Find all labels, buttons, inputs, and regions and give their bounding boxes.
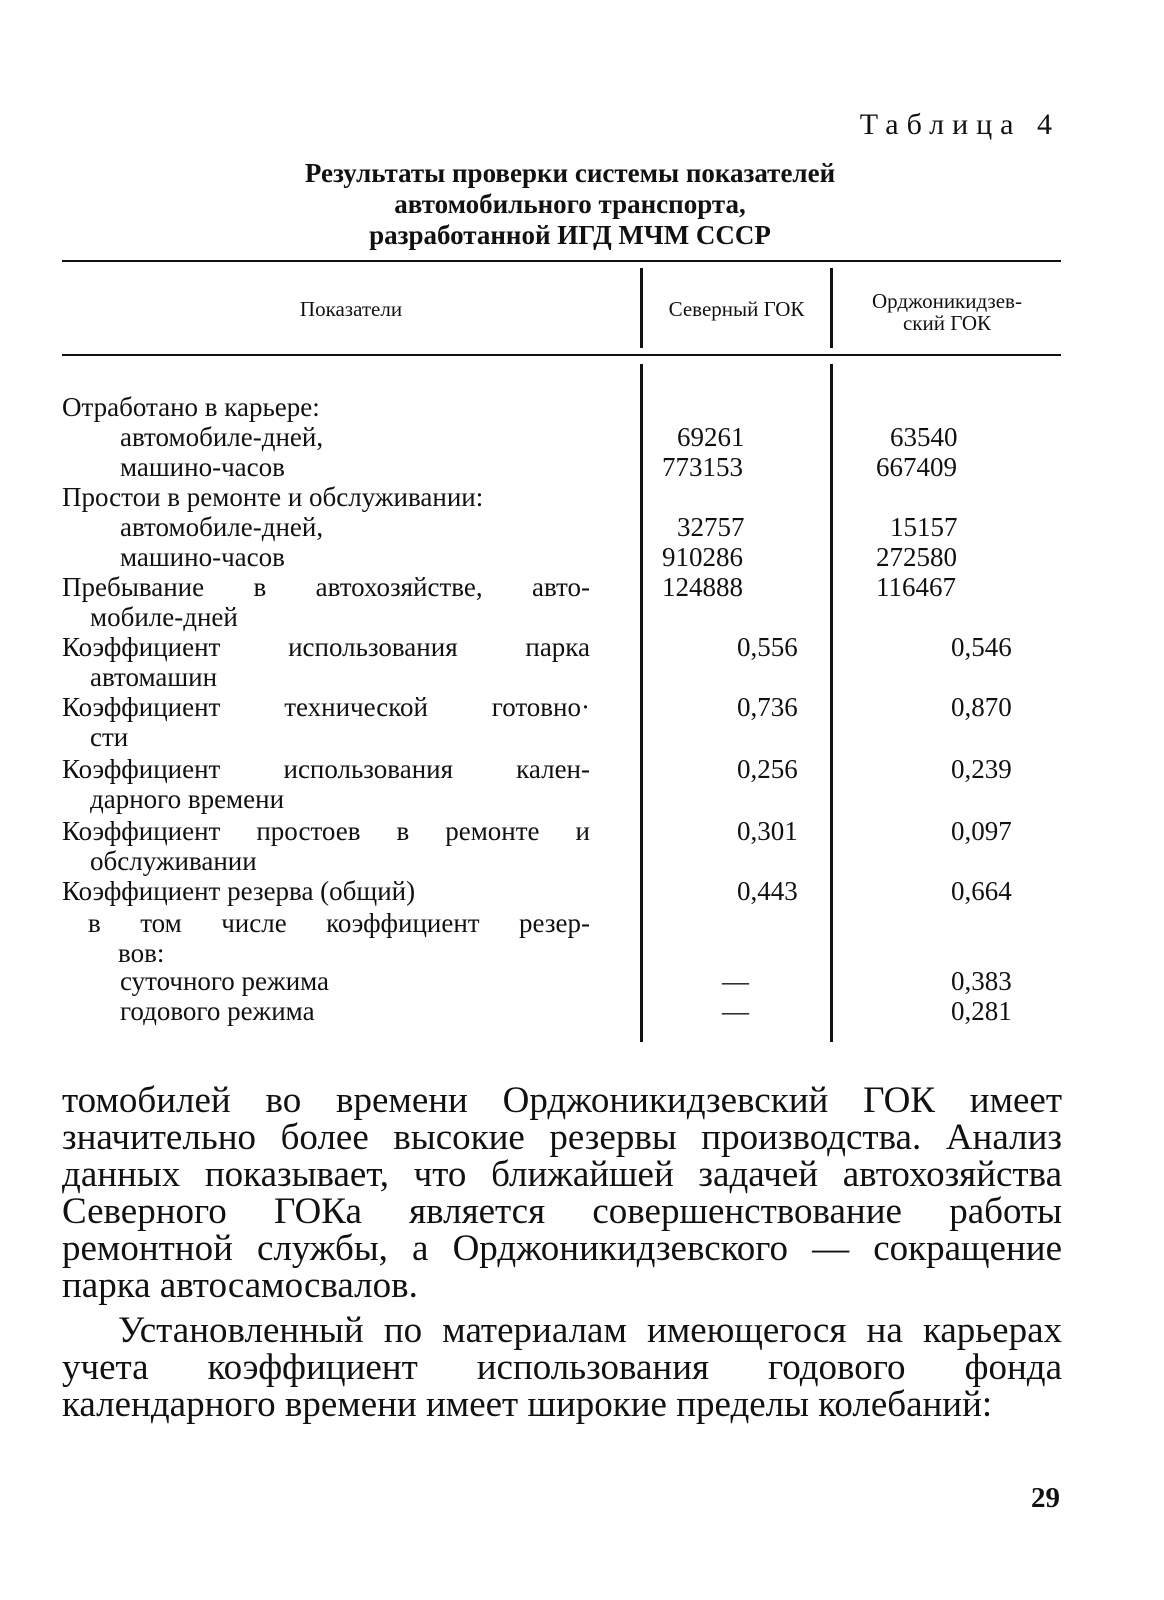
row-value-severny: 0,556 <box>737 632 798 662</box>
row-label: Пребывание в автохозяйстве, авто- <box>62 572 590 602</box>
row-label: Коэффициент технической готовно· <box>62 692 590 722</box>
table-title-line: разработанной ИГД МЧМ СССР <box>369 220 771 250</box>
row-value-ordzhonikidze: 0,097 <box>951 816 1012 846</box>
page-number: 29 <box>1031 1482 1060 1514</box>
row-label: Коэффициент резерва (общий) <box>62 876 416 906</box>
row-label: Коэффициент использования кален- <box>62 754 590 784</box>
row-value-ordzhonikidze: 63540 <box>890 422 958 452</box>
column-divider-body-1 <box>640 364 643 1042</box>
row-label-continuation: вов: <box>118 938 165 968</box>
paragraph: Установленный по материалам имеющегося на карьерах учета коэффициент использования годового фонда календарного времени имеет широкие пределы колебаний: <box>62 1310 1062 1425</box>
row-value-severny: 0,736 <box>737 692 798 722</box>
table-top-rule <box>62 260 1061 262</box>
row-label: Коэффициент использования парка <box>62 632 590 662</box>
row-value-severny: — <box>722 996 749 1026</box>
row-value-ordzhonikidze: 0,546 <box>951 632 1012 662</box>
row-label: машино-часов <box>120 452 285 482</box>
row-value-ordzhonikidze: 667409 <box>876 452 957 482</box>
row-value-ordzhonikidze: 0,383 <box>951 966 1012 996</box>
row-value-ordzhonikidze: 0,870 <box>951 692 1012 722</box>
row-label-continuation: обслуживании <box>90 846 257 876</box>
row-value-severny: — <box>722 966 749 996</box>
body-text <box>62 1082 1062 1423</box>
row-label: автомобиле-дней, <box>120 512 324 542</box>
row-value-severny: 0,256 <box>737 754 798 784</box>
row-label-continuation: автомашин <box>90 662 218 692</box>
row-value-severny: 32757 <box>677 512 745 542</box>
table-title-line: автомобильного транспорта, <box>394 189 746 219</box>
row-value-ordzhonikidze: 272580 <box>876 542 957 572</box>
table-title <box>200 158 940 251</box>
column-header-indicators: Показатели <box>299 297 403 321</box>
row-label: годового режима <box>120 996 315 1026</box>
table-header-rule <box>62 354 1061 356</box>
row-label-continuation: сти <box>90 722 129 752</box>
column-header-ordzhonikidze <box>833 290 1061 334</box>
row-label: в том числе коэффициент резер- <box>88 908 590 938</box>
row-value-severny: 69261 <box>677 422 745 452</box>
column-divider-body-2 <box>830 364 833 1042</box>
table-label: Таблица 4 <box>859 108 1060 141</box>
row-value-ordzhonikidze: 0,281 <box>951 996 1012 1026</box>
column-header-ordzhonikidze-line: ский ГОК <box>902 311 992 335</box>
row-label: автомобиле-дней, <box>120 422 324 452</box>
row-value-severny: 773153 <box>662 452 743 482</box>
row-value-severny: 124888 <box>662 572 743 602</box>
row-value-severny: 910286 <box>662 542 743 572</box>
paragraph: томобилей во времени Орджоникидзевский ГОК имеет значительно более высокие резервы производства. Анализ данных показывает, что ближайшей задачей автохозяйства Северного ГОКа является совершенствование работы ремонтной службы, а Орджоникидзевского — сокращение парка автосамосвалов. <box>62 1080 1062 1306</box>
row-label: суточного режима <box>120 966 330 996</box>
row-value-ordzhonikidze: 0,239 <box>951 754 1012 784</box>
row-label: Простои в ремонте и обслуживании: <box>62 482 484 512</box>
row-label: Отработано в карьере: <box>62 392 320 422</box>
table-title-line: Результаты проверки системы показателей <box>304 158 836 188</box>
row-value-ordzhonikidze: 15157 <box>890 512 958 542</box>
row-label: машино-часов <box>120 542 285 572</box>
row-label-continuation: мобиле-дней <box>90 602 238 632</box>
row-label: Коэффициент простоев в ремонте и <box>62 816 590 846</box>
row-value-severny: 0,443 <box>737 876 798 906</box>
row-label-continuation: дарного времени <box>90 784 285 814</box>
column-header-severny: Северный ГОК <box>668 297 805 321</box>
row-value-severny: 0,301 <box>737 816 798 846</box>
column-header-ordzhonikidze-line: Орджоникидзев- <box>872 289 1022 313</box>
row-value-ordzhonikidze: 116467 <box>876 572 956 602</box>
row-value-ordzhonikidze: 0,664 <box>951 876 1012 906</box>
